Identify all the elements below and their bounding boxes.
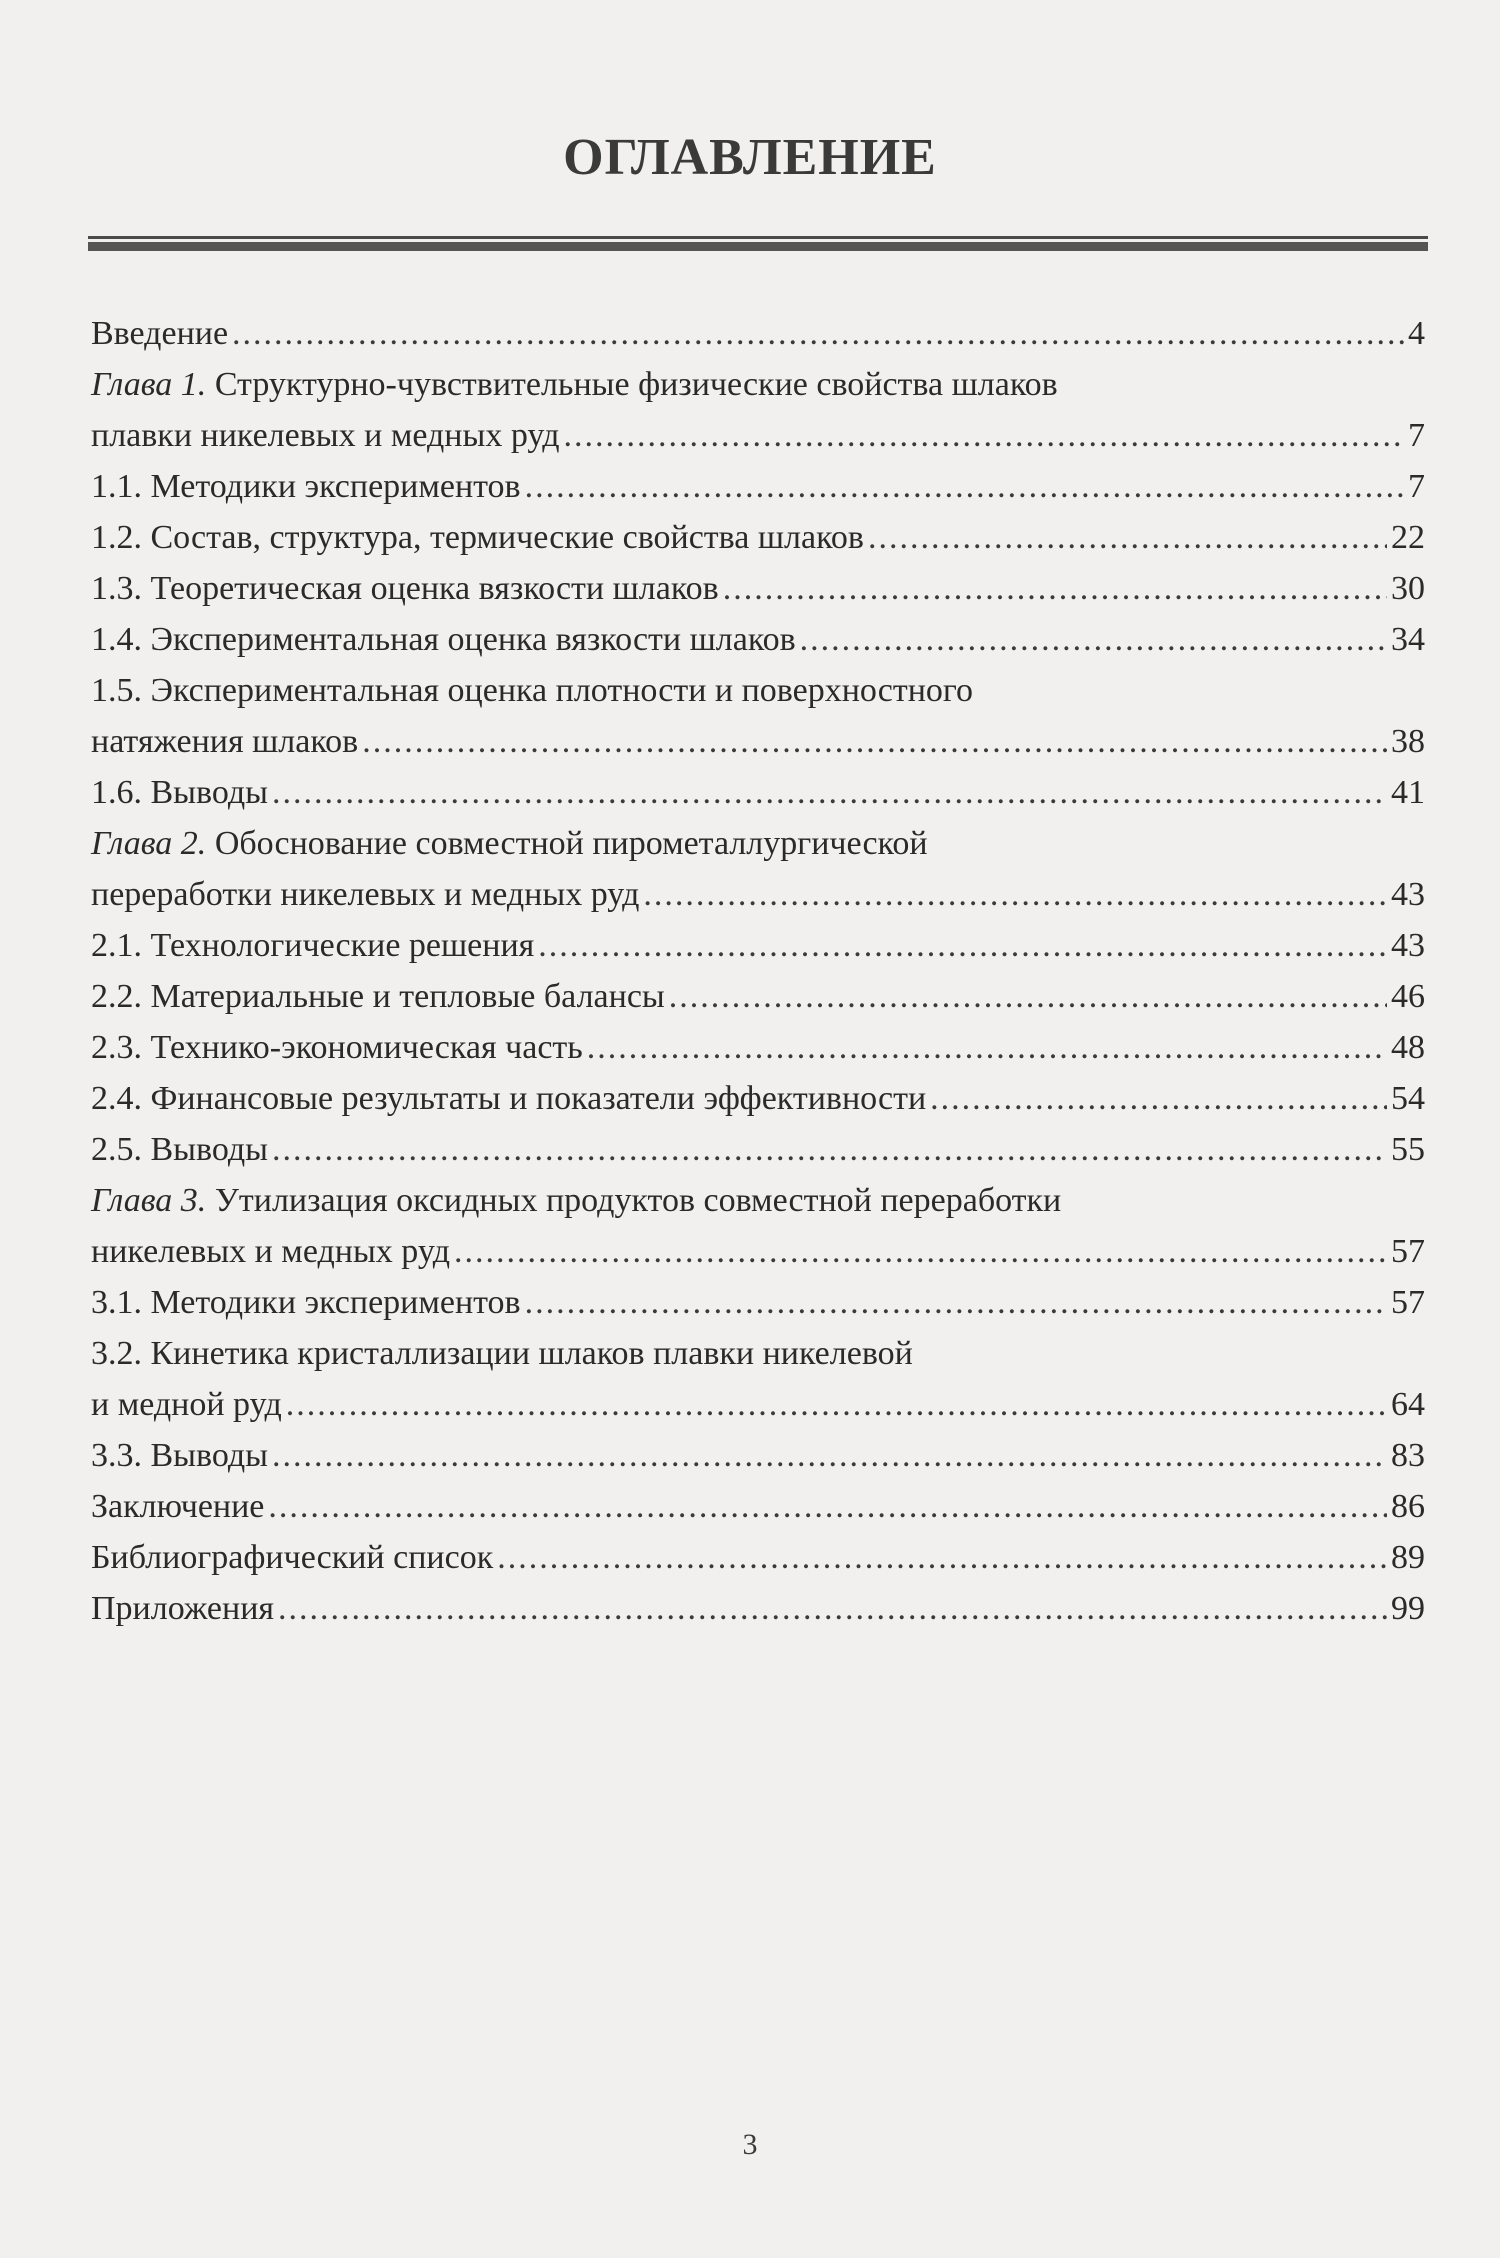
toc-entry-label: 2.5. Выводы — [91, 1131, 269, 1168]
toc-leader-dots — [525, 1277, 1387, 1328]
toc-entry-label: переработки никелевых и медных руд — [91, 876, 640, 913]
toc-entry-chapter-3 — [91, 1226, 1425, 1277]
table-of-contents — [91, 308, 1425, 1634]
toc-entry-page: 38 — [1391, 723, 1425, 760]
toc-entry-page: 64 — [1391, 1386, 1425, 1423]
toc-chapter-prefix: Глава 1. — [91, 366, 207, 403]
toc-entry-2-3 — [91, 1022, 1425, 1073]
toc-chapter-1-heading — [91, 359, 1425, 410]
toc-leader-dots — [587, 1022, 1387, 1073]
page-title: ОГЛАВЛЕНИЕ — [563, 129, 937, 186]
toc-entry-1-4 — [91, 614, 1425, 665]
toc-entry-label: Заключение — [91, 1488, 265, 1525]
toc-entry-3-2 — [91, 1379, 1425, 1430]
toc-entry-page: 43 — [1391, 927, 1425, 964]
toc-entry-page: 89 — [1391, 1539, 1425, 1576]
toc-leader-dots — [669, 971, 1387, 1022]
toc-entry-label: и медной руд — [91, 1386, 282, 1423]
toc-entry-appendix — [91, 1583, 1425, 1634]
toc-entry-label: 3.3. Выводы — [91, 1437, 269, 1474]
toc-entry-page: 30 — [1391, 570, 1425, 607]
toc-leader-dots — [525, 461, 1404, 512]
toc-entry-page: 55 — [1391, 1131, 1425, 1168]
toc-entry-page: 86 — [1391, 1488, 1425, 1525]
toc-leader-dots — [272, 1124, 1387, 1175]
toc-chapter-3-heading — [91, 1175, 1425, 1226]
toc-entry-2-4 — [91, 1073, 1425, 1124]
toc-entry-1-2 — [91, 512, 1425, 563]
toc-entry-2-2 — [91, 971, 1425, 1022]
toc-entry-page: 46 — [1391, 978, 1425, 1015]
toc-entry-page: 48 — [1391, 1029, 1425, 1066]
toc-entry-label: Библиографический список — [91, 1539, 494, 1576]
toc-entry-3-3 — [91, 1430, 1425, 1481]
toc-entry-page: 7 — [1408, 417, 1425, 454]
toc-chapter-title: Обоснование совместной пирометаллургической — [206, 825, 928, 862]
toc-leader-dots — [564, 410, 1404, 461]
toc-entry-chapter-2 — [91, 869, 1425, 920]
toc-entry-1-1 — [91, 461, 1425, 512]
toc-entry-label: 2.2. Материальные и тепловые балансы — [91, 978, 665, 1015]
toc-entry-page: 22 — [1391, 519, 1425, 556]
toc-entry-page: 7 — [1408, 468, 1425, 505]
divider-thick-line — [88, 242, 1428, 251]
toc-entry-label: 1.1. Методики экспериментов — [91, 468, 521, 505]
toc-entry-page: 57 — [1391, 1284, 1425, 1321]
toc-chapter-title: Утилизация оксидных продуктов совместной переработки — [206, 1182, 1062, 1219]
toc-leader-dots — [268, 1481, 1387, 1532]
toc-entry-page: 83 — [1391, 1437, 1425, 1474]
toc-entry-label: никелевых и медных руд — [91, 1233, 451, 1270]
toc-entry-page: 57 — [1391, 1233, 1425, 1270]
toc-entry-label: 1.6. Выводы — [91, 774, 269, 811]
toc-leader-dots — [362, 716, 1387, 767]
toc-entry-label: 2.1. Технологические решения — [91, 927, 535, 964]
toc-entry-label: 2.3. Технико-экономическая часть — [91, 1029, 583, 1066]
toc-entry-page: 43 — [1391, 876, 1425, 913]
toc-chapter-2-heading — [91, 818, 1425, 869]
toc-entry-2-1 — [91, 920, 1425, 971]
page-number: 3 — [742, 2128, 758, 2161]
toc-entry-label: 1.3. Теоретическая оценка вязкости шлаков — [91, 570, 719, 607]
toc-entry-intro — [91, 308, 1425, 359]
toc-leader-dots — [723, 563, 1387, 614]
toc-leader-dots — [497, 1532, 1387, 1583]
toc-entry-label: 1.5. Экспериментальная оценка плотности и поверхностного — [91, 672, 974, 709]
toc-entry-label: 3.1. Методики экспериментов — [91, 1284, 521, 1321]
toc-entry-label: натяжения шлаков — [91, 723, 359, 760]
toc-chapter-prefix: Глава 2. — [91, 825, 207, 862]
toc-leader-dots — [930, 1073, 1387, 1124]
toc-entry-1-5 — [91, 716, 1425, 767]
toc-leader-dots — [538, 920, 1387, 971]
toc-leader-dots — [278, 1583, 1387, 1634]
title-divider — [88, 236, 1428, 254]
toc-leader-dots — [454, 1226, 1387, 1277]
toc-entry-1-3 — [91, 563, 1425, 614]
toc-leader-dots — [232, 308, 1404, 359]
toc-entry-page: 4 — [1408, 315, 1425, 352]
toc-leader-dots — [286, 1379, 1387, 1430]
toc-entry-label: Введение — [91, 315, 229, 352]
toc-entry-page: 54 — [1391, 1080, 1425, 1117]
divider-thin-line — [88, 236, 1428, 239]
toc-entry-label: Приложения — [91, 1590, 275, 1627]
toc-entry-label: 2.4. Финансовые результаты и показатели эффективности — [91, 1080, 927, 1117]
toc-entry-chapter-1 — [91, 410, 1425, 461]
toc-leader-dots — [272, 767, 1387, 818]
toc-entry-label: 3.2. Кинетика кристаллизации шлаков плавки никелевой — [91, 1335, 913, 1372]
toc-entry-1-6 — [91, 767, 1425, 818]
toc-entry-page: 34 — [1391, 621, 1425, 658]
toc-entry-1-5-heading — [91, 665, 1425, 716]
toc-entry-conclusion — [91, 1481, 1425, 1532]
toc-entry-3-1 — [91, 1277, 1425, 1328]
toc-entry-2-5 — [91, 1124, 1425, 1175]
toc-chapter-prefix: Глава 3. — [91, 1182, 207, 1219]
toc-entry-label: 1.2. Состав, структура, термические свойства шлаков — [91, 519, 864, 556]
toc-chapter-title: Структурно-чувствительные физические свойства шлаков — [206, 366, 1058, 403]
toc-entry-label: плавки никелевых и медных руд — [91, 417, 560, 454]
toc-entry-page: 99 — [1391, 1590, 1425, 1627]
toc-leader-dots — [800, 614, 1387, 665]
toc-leader-dots — [272, 1430, 1387, 1481]
toc-entry-3-2-heading — [91, 1328, 1425, 1379]
toc-entry-label: 1.4. Экспериментальная оценка вязкости шлаков — [91, 621, 796, 658]
toc-leader-dots — [643, 869, 1387, 920]
toc-entry-bibliography — [91, 1532, 1425, 1583]
toc-entry-page: 41 — [1391, 774, 1425, 811]
toc-leader-dots — [868, 512, 1387, 563]
